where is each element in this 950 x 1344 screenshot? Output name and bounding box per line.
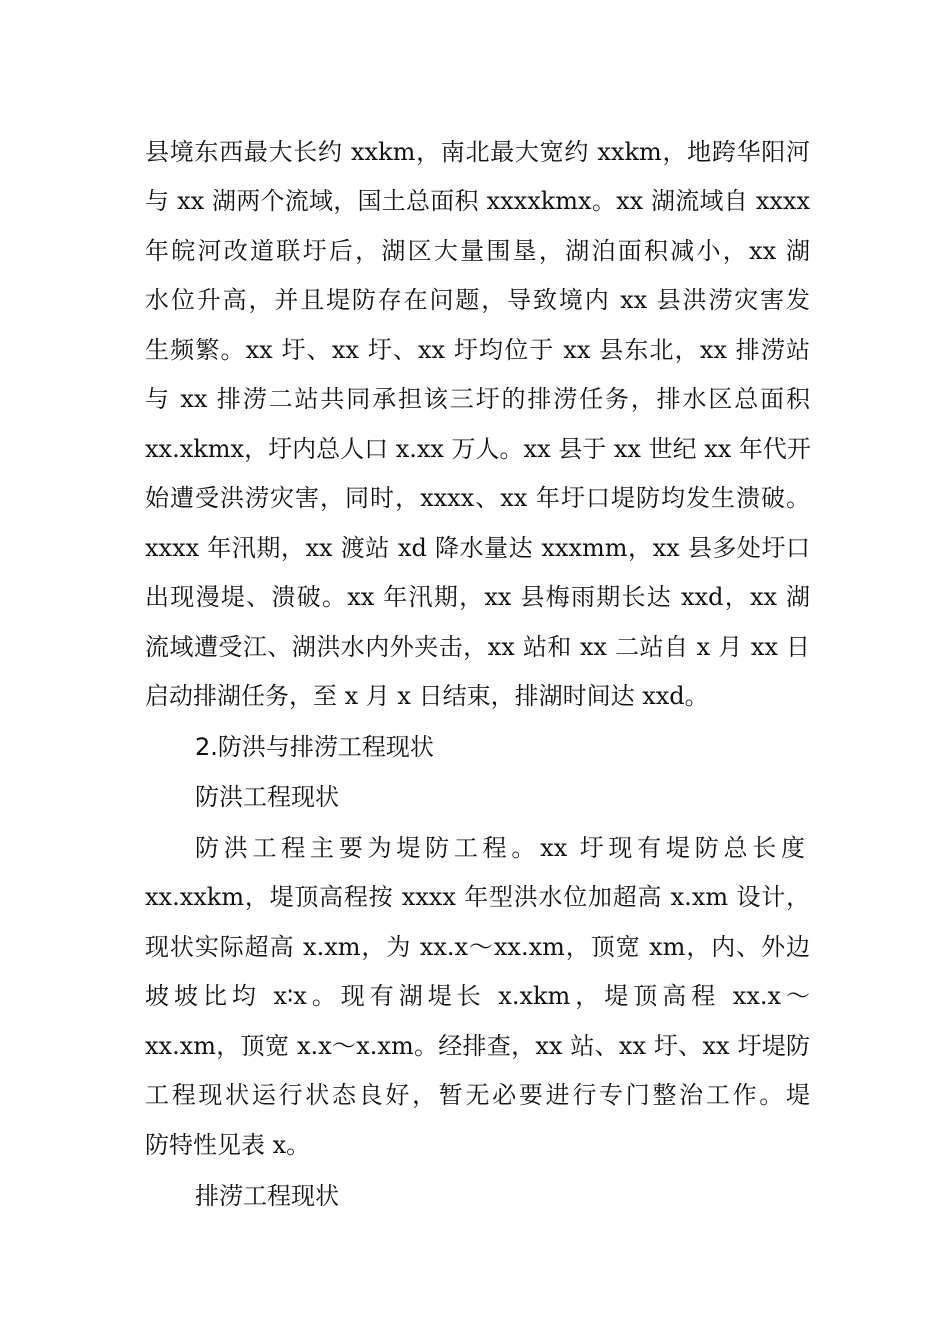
paragraph-1-line: xx.xkmx，圩内总人口 x.xx 万人。xx 县于 xx 世纪 xx 年代开 [145, 435, 811, 463]
paragraph-2-line: 坡坡比均 x∶x。现有湖堤长 x.xkm，堤顶高程 xx.x～ [145, 982, 810, 1010]
paragraph-1-line: 县境东西最大长约 xxkm，南北最大宽约 xxkm，地跨华阳河 [145, 138, 810, 166]
paragraph-1-line: 出现漫堤、溃破。xx 年汛期，xx 县梅雨期长达 xxd，xx 湖 [145, 583, 810, 611]
subheading-flood-control: 防洪工程现状 [195, 783, 339, 811]
paragraph-2-line: 防特性见表 x。 [145, 1131, 311, 1159]
subheading-drainage: 排涝工程现状 [195, 1182, 339, 1210]
paragraph-1-line: 流域遭受江、湖洪水内外夹击，xx 站和 xx 二站自 x 月 xx 日 [145, 633, 810, 661]
paragraph-2-line: 工程现状运行状态良好，暂无必要进行专门整治工作。堤 [145, 1081, 810, 1109]
paragraph-1-line: 与 xx 湖两个流域，国土总面积 xxxxkmx。xx 湖流域自 xxxx [145, 187, 810, 215]
paragraph-1-line: 始遭受洪涝灾害，同时，xxxx、xx 年圩口堤防均发生溃破。 [145, 484, 810, 512]
paragraph-2-line: xx.xm，顶宽 x.x～x.xm。经排查，xx 站、xx 圩、xx 圩堤防 [145, 1032, 810, 1060]
section-heading: 2.防洪与排涝工程现状 [195, 733, 434, 761]
paragraph-1-line: 启动排湖任务，至 x 月 x 日结束，排湖时间达 xxd。 [145, 682, 709, 710]
paragraph-1-line: xxxx 年汛期，xx 渡站 xd 降水量达 xxxmm，xx 县多处圩口 [145, 534, 810, 562]
paragraph-2-line: 防洪工程主要为堤防工程。xx 圩现有堤防总长度 [195, 834, 805, 862]
paragraph-1-line: 年皖河改道联圩后，湖区大量围垦，湖泊面积减小，xx 湖 [145, 237, 810, 265]
paragraph-1-line: 生频繁。xx 圩、xx 圩、xx 圩均位于 xx 县东北，xx 排涝站 [145, 336, 810, 364]
paragraph-2-line: 现状实际超高 x.xm，为 xx.x～xx.xm，顶宽 xm，内、外边 [145, 933, 810, 961]
paragraph-2-line: xx.xxkm，堤顶高程按 xxxx 年型洪水位加超高 x.xm 设计， [145, 883, 810, 911]
paragraph-1-line: 水位升高，并且堤防存在问题，导致境内 xx 县洪涝灾害发 [145, 286, 810, 314]
paragraph-1-line: 与 xx 排涝二站共同承担该三圩的排涝任务，排水区总面积 [145, 385, 810, 413]
